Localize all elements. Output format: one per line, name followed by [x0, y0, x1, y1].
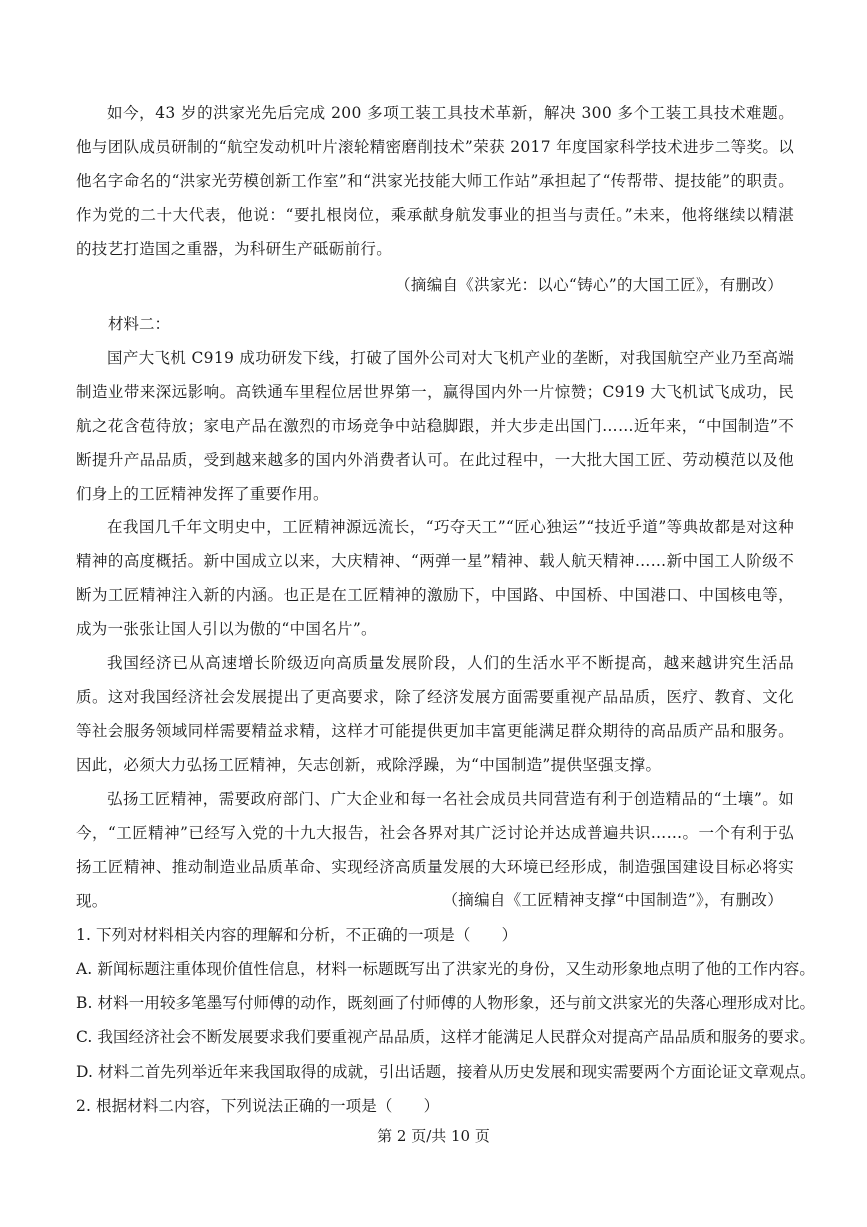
question-1-option-a: A. 新闻标题注重体现价值性信息，材料一标题既写出了洪家光的身份，又生动形象地点明了他的工作内容。 [76, 960, 815, 978]
material2-label: 材料二： [108, 315, 171, 333]
question-1-option-c: C. 我国经济社会不断发展要求我们要重视产品品质，这样才能满足人民群众对提高产品品质和服务的要求。 [76, 1028, 816, 1046]
question-1-option-d: D. 材料二首先列举近年来我国取得的成就，引出话题，接着从历史发展和现实需要两个方面论证文章观点。 [76, 1063, 816, 1081]
material2-paragraph-2: 在我国几千年文明史中，工匠精神源远流长，“巧夺天工”“匠心独运”“技近乎道”等典故都是对这种精神的高度概括。新中国成立以来，大庆精神、“两弹一星”精神、载人航天精神……新中国工人阶级不断为工匠精神注入新的内涵。也正是在工匠精神的激励下，中国路、中国桥、中国港口、中国核电等，成为一张张让国人引以为傲的“中国名片”。 [76, 518, 794, 638]
material2-source: （摘编自《工匠精神支撑“中国制造”》，有删改） [442, 891, 783, 909]
material1-source: （摘编自《洪家光：以心“铸心”的大国工匠》，有删改） [395, 276, 783, 294]
question-1-option-b: B. 材料一用较多笔墨写付师傅的动作，既刻画了付师傅的人物形象，还与前文洪家光的失落心理形成对比。 [76, 994, 816, 1012]
material2-paragraph-3: 我国经济已从高速增长阶级迈向高质量发展阶段，人们的生活水平不断提高，越来越讲究生活品质。这对我国经济社会发展提出了更高要求，除了经济发展方面需要重视产品品质，医疗、教育、文化等社会服务领域同样需要精益求精，这样才可能提供更加丰富更能满足群众期待的高品质产品和服务。因此，必须大力弘扬工匠精神，矢志创新，戒除浮躁，为“中国制造”提供坚强支撑。 [76, 654, 794, 774]
page-number-footer: 第 2 页/共 10 页 [377, 1127, 490, 1145]
material2-paragraph-1: 国产大飞机 C919 成功研发下线，打破了国外公司对大飞机产业的垄断，对我国航空产业乃至高端制造业带来深远影响。高铁通车里程位居世界第一，赢得国内外一片惊赞；C919 大飞机试飞成功，民航之花含苞待放；家电产品在激烈的市场竞争中站稳脚跟，并大步走出国门……近年来，“中国制造”不断提升产品品质，受到越来越多的国内外消费者认可。在此过程中，一大批大国工匠、劳动模范以及他们身上的工匠精神发挥了重要作用。 [76, 349, 794, 503]
question-1-stem: 1. 下列对材料相关内容的理解和分析，不正确的一项是（ ） [76, 926, 518, 944]
material1-closing-paragraph: 如今，43 岁的洪家光先后完成 200 多项工装工具技术革新，解决 300 多个工装工具技术难题。他与团队成员研制的“航空发动机叶片滚轮精密磨削技术”荣获 2017 年度国家科学技术进步二等奖。以他名字命名的“洪家光劳模创新工作室”和“洪家光技能大师工作站”承担起了“传帮带、提技能”的职责。作为党的二十大代表，他说：“要扎根岗位，乘承献身航发事业的担当与责任。”未来，他将继续以精湛的技艺打造国之重器，为科研生产砥砺前行。 [76, 104, 794, 258]
material2-paragraph-4: 弘扬工匠精神，需要政府部门、广大企业和每一名社会成员共同营造有利于创造精品的“土壤”。如今，“工匠精神”已经写入党的十九大报告，社会各界对其广泛讨论并达成普遍共识……。一个有利于弘扬工匠精神、推动制造业品质革命、实现经济高质量发展的大环境已经形成，制造强国建设目标必将实现。 [76, 790, 794, 910]
question-2-stem: 2. 根据材料二内容，下列说法正确的一项是（ ） [76, 1097, 440, 1115]
